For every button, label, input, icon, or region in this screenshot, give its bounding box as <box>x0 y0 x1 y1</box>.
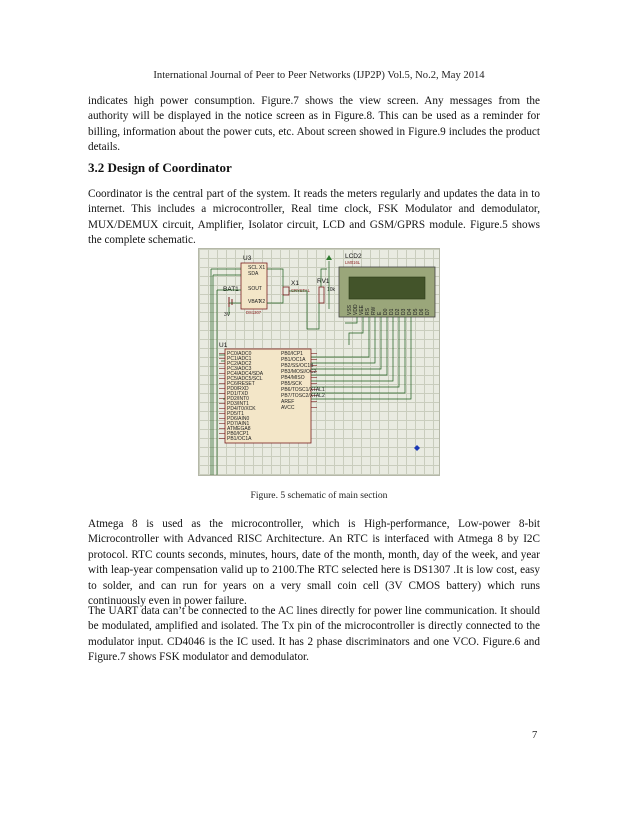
rtc-pin-scl: SCL <box>248 265 258 271</box>
lcd-pin-label: VDD <box>353 304 359 315</box>
pot-value: 10k <box>327 287 336 293</box>
mcu-right-pin-label: PB2/SS/OC1B <box>281 363 314 369</box>
lcd-ref: LCD2 <box>345 253 362 260</box>
mcu-left-pin-label: PD6/AIN0 <box>227 416 250 422</box>
crystal-part: CRYSTAL <box>291 288 310 293</box>
mcu-left-pin-label: PC6/RESET <box>227 381 255 387</box>
lcd-pin-label: RS <box>365 308 371 315</box>
rtc-pin-sout: SOUT <box>248 286 262 292</box>
rtc-pin-x2: X2 <box>259 299 266 305</box>
lcd-pin-label: D0 <box>383 308 389 315</box>
lcd-pin-label: D5 <box>413 308 419 315</box>
mcu-right-pin-label: AREF <box>281 399 295 405</box>
paragraph-atmega: Atmega 8 is used as the microcontroller, which is High-performance, Low-power 8-bit Microcontroller with Advanced RISC Architecture. An RTC is interfaced with Atmega 8 by I2C protocol. RTC counts seconds, minutes, hours, date of the month, month, day of the week, and year with leap-year compensation valid up to 2100.The RTC selected here is DS1307 .It is low cost, easy to solder, and can run for years on a very small coin cell (3V CMOS battery) which runs continuously even in power failure. <box>88 518 540 608</box>
mcu-right-pin-label: PB0/ICP1 <box>281 351 303 357</box>
mcu-left-pin-label: PD2/INT0 <box>227 396 249 402</box>
rtc-part: DS1307 <box>246 310 262 315</box>
running-header: International Journal of Peer to Peer Networks (IJP2P) Vol.5, No.2, May 2014 <box>153 70 485 81</box>
mcu-left-pin-label: PD0/RXD <box>227 386 249 392</box>
mcu-left-pin-label: ATMEGA8 <box>227 426 251 432</box>
lcd-pin-label: E <box>377 311 383 315</box>
figure-caption: Figure. 5 schematic of main section <box>250 490 388 501</box>
rtc-pin-sda: SDA <box>248 271 259 277</box>
mcu-left-pin-label: PC3/ADC3 <box>227 366 252 372</box>
mcu-right-pin-label: AVCC <box>281 405 295 411</box>
battery-ref: BAT1 <box>223 286 239 293</box>
mcu-left-pin-label: PD1/TXD <box>227 391 249 397</box>
mcu-ref: U1 <box>219 342 228 349</box>
lcd-pin-label: VEE <box>359 304 365 315</box>
mcu-left-pin-label: PC2/ADC2 <box>227 361 252 367</box>
mcu-right-pin-label: PB4/MISO <box>281 375 305 381</box>
crystal-body <box>283 287 289 295</box>
lcd-pin-label: D2 <box>395 308 401 315</box>
vcc-arrow <box>326 255 332 260</box>
pot-ref: RV1 <box>317 278 330 285</box>
mcu-right-pin-label: PB6/TOSC1/XTAL1 <box>281 387 325 393</box>
lcd-pin-label: D3 <box>401 308 407 315</box>
battery-value: 3V <box>224 312 231 318</box>
rtc-pin-vbat: VBAT <box>248 299 261 305</box>
mcu-left-pin-label: PC4/ADC4/SDA <box>227 371 264 377</box>
lcd-screen <box>349 277 425 299</box>
lcd-pin-label: D7 <box>425 308 431 315</box>
lcd-pin-label: D6 <box>419 308 425 315</box>
paragraph-coordinator: Coordinator is the central part of the system. It reads the meters regularly and updates the data in to internet. This includes a microcontroller, Real time clock, FSK Modulator and demodulator, MUX/DEMUX circuit, Amplifier, Isolator circuit, LCD and GSM/GPRS module. Figure.5 shows the complete schematic. <box>88 188 540 247</box>
lcd-pin-label: D4 <box>407 308 413 315</box>
lcd-pin-label: D1 <box>389 308 395 315</box>
mcu-right-pin-label: PB5/SCK <box>281 381 303 387</box>
mcu-left-pin-label: PD4/T0/XCK <box>227 406 256 412</box>
lcd-part: LM016L <box>345 260 361 265</box>
mcu-left-pin-label: PC0/ADC0 <box>227 351 252 357</box>
mcu-right-pin-label: PB1/OC1A <box>281 357 306 363</box>
lcd-pin-label: VSS <box>347 304 353 315</box>
crystal-ref: X1 <box>291 280 299 287</box>
page-number: 7 <box>532 730 538 741</box>
lcd-pin-label: RW <box>371 306 377 315</box>
mcu-left-pin-label: PB0/ICP1 <box>227 431 249 437</box>
schematic-figure <box>198 248 440 476</box>
section-heading: 3.2 Design of Coordinator <box>88 160 232 175</box>
mcu-left-pin-label: PC5/ADC5/SCL <box>227 376 263 382</box>
mcu-left-pin-label: PD3/INT1 <box>227 401 249 407</box>
rtc-pin-x1: X1 <box>259 265 266 271</box>
pot-body <box>319 287 324 303</box>
paragraph-intro: indicates high power consumption. Figure.7 shows the view screen. Any messages from the authority will be displayed in the notice screen as in Figure.8. This can be used as a reminder for billing, information about the power cuts, etc. About screen showed in Figure.9 includes the product details. <box>88 95 540 154</box>
schematic-diagram <box>199 249 439 475</box>
mcu-left-pin-label: PD7/AIN1 <box>227 421 250 427</box>
mcu-left-pin-label: PD5/T1 <box>227 411 244 417</box>
paragraph-uart: The UART data can’t be connected to the AC lines directly for power line communication. It should be modulated, amplified and isolated. The Tx pin of the microcontroller is directly connected to the modulator input. CD4046 is the IC used. It has 2 phase discriminators and one VCO. Figure.6 and Figure.7 shows FSK modulator and demodulator. <box>88 605 540 664</box>
mcu-left-pin-label: PC1/ADC1 <box>227 356 252 362</box>
rtc-ref: U3 <box>243 255 252 262</box>
mcu-right-pin-label: PB3/MOSI/OC2 <box>281 369 317 375</box>
mcu-right-pin-label: PB7/TOSC2/XTAL2 <box>281 393 325 399</box>
mcu-left-pin-label: PB1/OC1A <box>227 436 252 442</box>
probe-marker <box>414 445 420 451</box>
